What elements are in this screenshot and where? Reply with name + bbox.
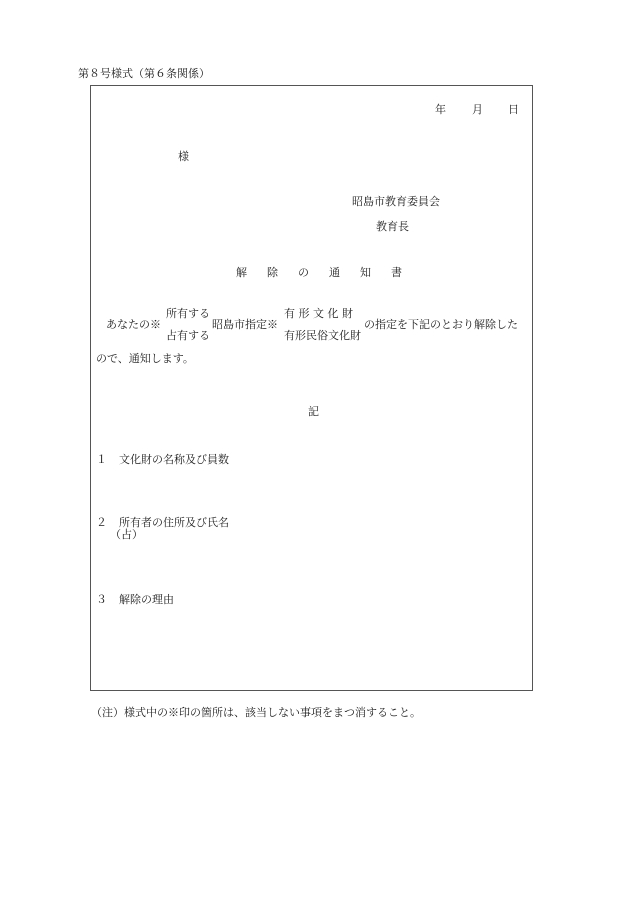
- type-option-tangible: 有 形 文 化 財: [284, 307, 353, 320]
- item-number: ２: [96, 516, 107, 529]
- body-middle: 昭島市指定※: [212, 318, 278, 331]
- item-label-owner-address: 所有者の住所及び氏名: [119, 516, 229, 529]
- date-day: 日: [508, 103, 519, 116]
- title-char: 解: [236, 266, 247, 279]
- title-char: の: [298, 266, 309, 279]
- body-prefix: あなたの※: [106, 318, 161, 331]
- item-number: １: [96, 453, 107, 466]
- item-label-cultural-property: 文化財の名称及び員数: [119, 453, 229, 466]
- body-suffix: の指定を下記のとおり解除した: [364, 318, 518, 331]
- title-char: 書: [391, 266, 402, 279]
- type-option-folk: 有形民俗文化財: [284, 329, 361, 342]
- body-continuation: ので、通知します。: [96, 352, 194, 365]
- form-number-label: 第８号様式（第６条関係）: [78, 67, 210, 80]
- item-label-reason: 解除の理由: [119, 593, 174, 606]
- owner-option-own: 所有する: [166, 307, 210, 320]
- owner-option-occupy: 占有する: [166, 329, 210, 342]
- title-char: 除: [267, 266, 278, 279]
- sender-title: 教育長: [376, 220, 409, 233]
- sender-organization: 昭島市教育委員会: [352, 195, 440, 208]
- item-sublabel-occupant: （占）: [110, 528, 143, 541]
- footnote: （注）様式中の※印の箇所は、該当しない事項をまつ消すること。: [91, 706, 421, 719]
- recipient-honorific: 様: [178, 150, 189, 163]
- date-month: 月: [472, 103, 483, 116]
- date-year: 年: [435, 103, 446, 116]
- title-char: 通: [329, 266, 340, 279]
- ki-marker: 記: [308, 405, 319, 418]
- title-char: 知: [360, 266, 371, 279]
- document-title: [236, 267, 402, 278]
- item-number: ３: [96, 593, 107, 606]
